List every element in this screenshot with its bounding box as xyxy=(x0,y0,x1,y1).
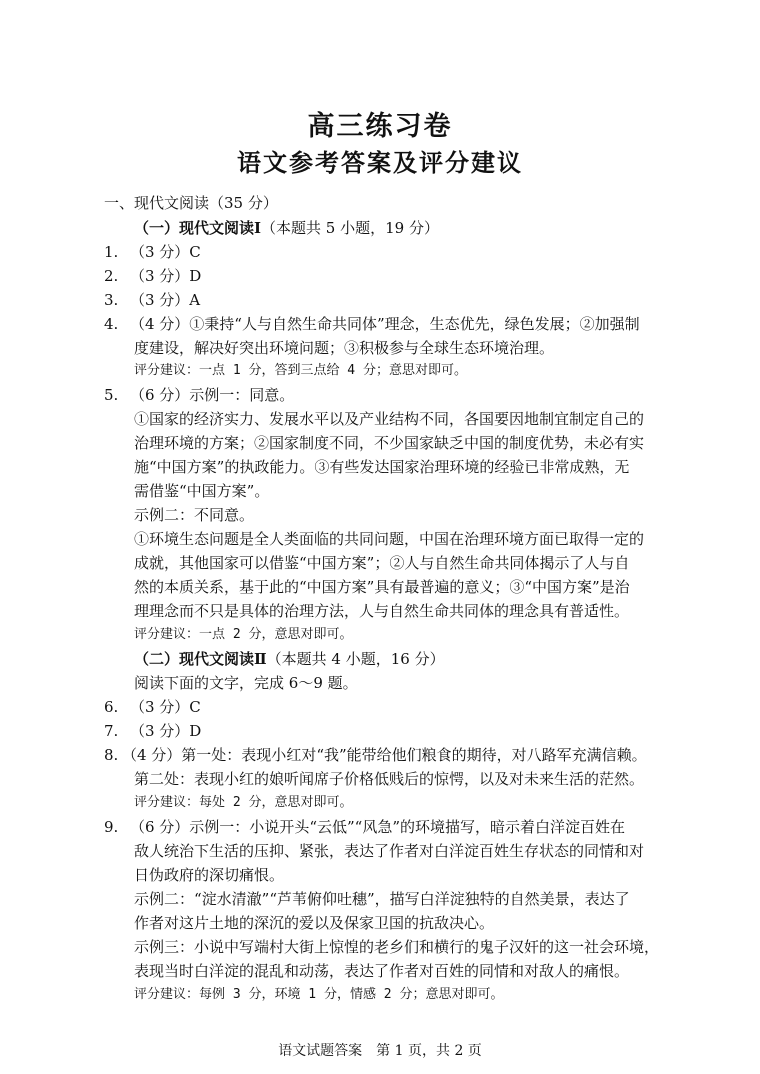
answer-q9-line: 日伪政府的深切痛恨。 xyxy=(134,866,285,884)
answer-q5-line: 示例二：不同意。 xyxy=(134,506,255,524)
part-label: （一）现代文阅读Ⅰ xyxy=(134,219,262,237)
part-heading-1 xyxy=(134,218,439,238)
answer-q5-line: 成就，其他国家可以借鉴“中国方案”；②人与自然生命共同体揭示了人与自 xyxy=(134,554,630,572)
answer-q5-line: 需借鉴“中国方案”。 xyxy=(134,482,270,500)
question-number: 8. xyxy=(104,746,119,764)
scoring-note: 评分建议：一点 2 分，意思对即可。 xyxy=(134,627,353,642)
answer-q4-line: （4 分）①秉持“人与自然生命共同体”理念，生态优先，绿色发展；②加强制 xyxy=(130,315,640,333)
part-instruction: 阅读下面的文字，完成 6～9 题。 xyxy=(134,674,358,692)
answer-q1: （3 分）C xyxy=(130,243,201,261)
question-number: 3. xyxy=(104,291,119,309)
answer-q5-line: 理理念而不只是具体的治理方法，人与自然生命共同体的理念具有普适性。 xyxy=(134,602,630,620)
question-number: 9. xyxy=(104,818,119,836)
answer-q9-line: 示例二：“淀水清澈”“芦苇俯仰吐穗”，描写白洋淀独特的自然美景，表达了 xyxy=(134,890,630,908)
answer-q5-line: 施“中国方案”的执政能力。③有些发达国家治理环境的经验已非常成熟，无 xyxy=(134,458,630,476)
answer-q5-line: 治理环境的方案；②国家制度不同，不少国家缺乏中国的制度优势，未必有实 xyxy=(134,434,645,452)
question-number: 1. xyxy=(104,243,119,261)
scoring-note: 评分建议：每例 3 分，环境 1 分，情感 2 分；意思对即可。 xyxy=(134,987,504,1002)
question-number: 5. xyxy=(104,386,119,404)
page-footer: 语文试题答案 第 1 页，共 2 页 xyxy=(278,1043,482,1059)
answer-q5-line: ①环境生态问题是全人类面临的共同问题，中国在治理环境方面已取得一定的 xyxy=(134,530,645,548)
answer-q9-line: 表现当时白洋淀的混乱和动荡，表达了作者对百姓的同情和对敌人的痛恨。 xyxy=(134,962,630,980)
part-desc: （本题共 5 小题，19 分） xyxy=(261,219,439,237)
question-number: 2. xyxy=(104,267,119,285)
question-number: 6. xyxy=(104,698,119,716)
answer-q9-line: （6 分）示例一：小说开头“云低”“风急”的环境描写，暗示着白洋淀百姓在 xyxy=(130,818,625,836)
section-heading: 一、现代文阅读（35 分） xyxy=(104,194,278,212)
answer-q8-line: （4 分）第一处：表现小红对“我”能带给他们粮食的期待，对八路军充满信赖。 xyxy=(122,746,647,764)
part-label: （二）现代文阅读Ⅱ xyxy=(134,650,267,668)
question-number: 7. xyxy=(104,722,119,740)
answer-q3: （3 分）A xyxy=(130,291,201,309)
answer-q9-line: 作者对这片土地的深沉的爱以及保家卫国的抗敌决心。 xyxy=(134,914,495,932)
part-desc: （本题共 4 小题，16 分） xyxy=(266,650,445,668)
part-heading-2 xyxy=(134,649,445,669)
answer-q8-line: 第二处：表现小红的娘听闻席子价格低贱后的惊愕，以及对未来生活的茫然。 xyxy=(134,770,645,788)
page-title: 高三练习卷 xyxy=(307,111,453,142)
answer-q5-line: （6 分）示例一：同意。 xyxy=(130,386,295,404)
answer-q5-line: 然的本质关系，基于此的“中国方案”具有最普遍的意义；③“中国方案”是治 xyxy=(134,578,630,596)
answer-q9-line: 敌人统治下生活的压抑、紧张，表达了作者对白洋淀百姓生存状态的同情和对 xyxy=(134,842,645,860)
scoring-note: 评分建议：一点 1 分，答到三点给 4 分；意思对即可。 xyxy=(134,363,467,378)
answer-q5-line: ①国家的经济实力、发展水平以及产业结构不同，各国要因地制宜制定自己的 xyxy=(134,410,645,428)
answer-q4-line: 度建设，解决好突出环境问题；③积极参与全球生态环境治理。 xyxy=(134,339,555,357)
scoring-note: 评分建议：每处 2 分，意思对即可。 xyxy=(134,795,353,810)
answer-q6: （3 分）C xyxy=(130,698,201,716)
answer-q7: （3 分）D xyxy=(130,722,202,740)
page-subtitle: 语文参考答案及评分建议 xyxy=(237,148,523,177)
answer-q2: （3 分）D xyxy=(130,267,202,285)
question-number: 4. xyxy=(104,315,119,333)
answer-q9-line: 示例三：小说中写端村大街上惊惶的老乡们和横行的鬼子汉奸的这一社会环境， xyxy=(134,938,660,956)
